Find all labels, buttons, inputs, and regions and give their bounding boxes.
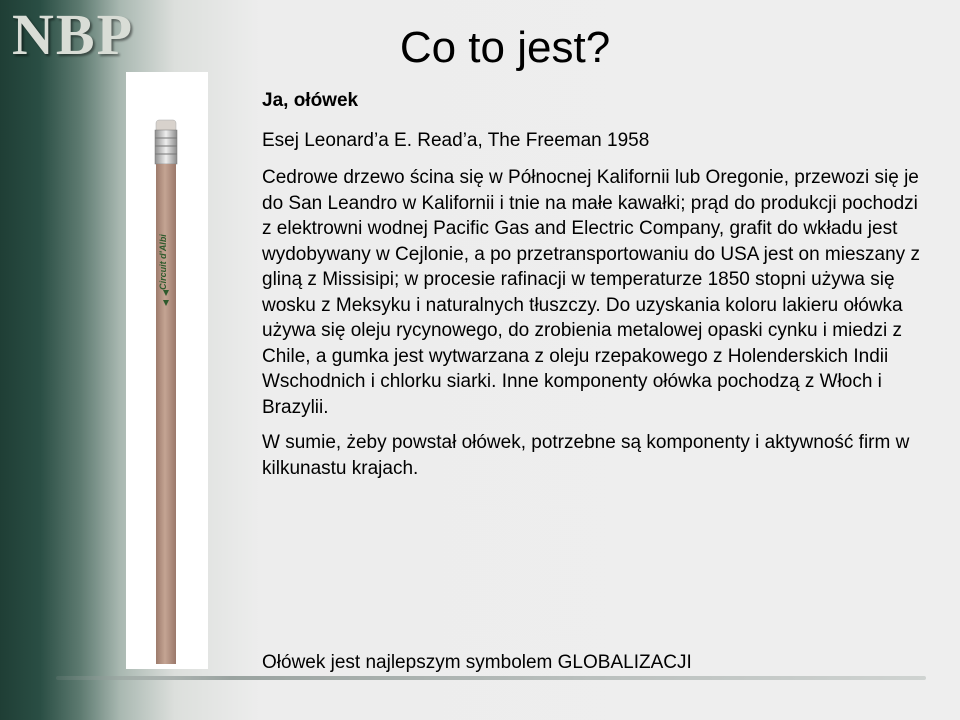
footer-divider [56, 676, 926, 680]
essay-summary: W sumie, żeby powstał ołówek, potrzebne są komponenty i aktywność firm w kilkunastu krajach. [262, 432, 910, 479]
pencil-icon [126, 72, 208, 669]
slide-title: Co to jest? [399, 23, 611, 72]
essay-body: Cedrowe drzewo ścina się w Północnej Kalifornii lub Oregonie, przewozi się je do San Leandro w Kalifornii i tnie na małe kawałki; prąd do produkcji pochodzi z elektrowni wodnej Pacific Gas and Electric Company, grafit do wkładu jest wydobywany w Cejlonie, a po przetransportowaniu do USA jest on mieszany z gliną z Missisipi; w procesie rafinacji w temperaturze 1850 stopni używa się wosku z Meksyku i naturalnych tłuszczy. Do uzyskania koloru lakieru ołówka używa się oleju rycynowego, do zrobienia metalowej opaski cynku i miedzi z Chile, a gumka jest wytwarzana z oleju rzepakowego z Holenderskich Indii Wschodnich i chlorku siarki. Inne komponenty ołówka pochodzą z Włoch i Brazylii. [262, 167, 920, 418]
pencil-brand-text: Circuit d'Albi [158, 234, 168, 290]
essay-text [262, 88, 922, 673]
pencil-image [126, 72, 208, 669]
essay-conclusion: Ołówek jest najlepszym symbolem GLOBALIZACJI [262, 652, 692, 673]
essay-source: Esej Leonard’a E. Read’a, The Freeman 1958 [262, 129, 650, 151]
nbp-logo: NBP [12, 2, 134, 67]
essay-heading: Ja, ołówek [262, 90, 359, 111]
